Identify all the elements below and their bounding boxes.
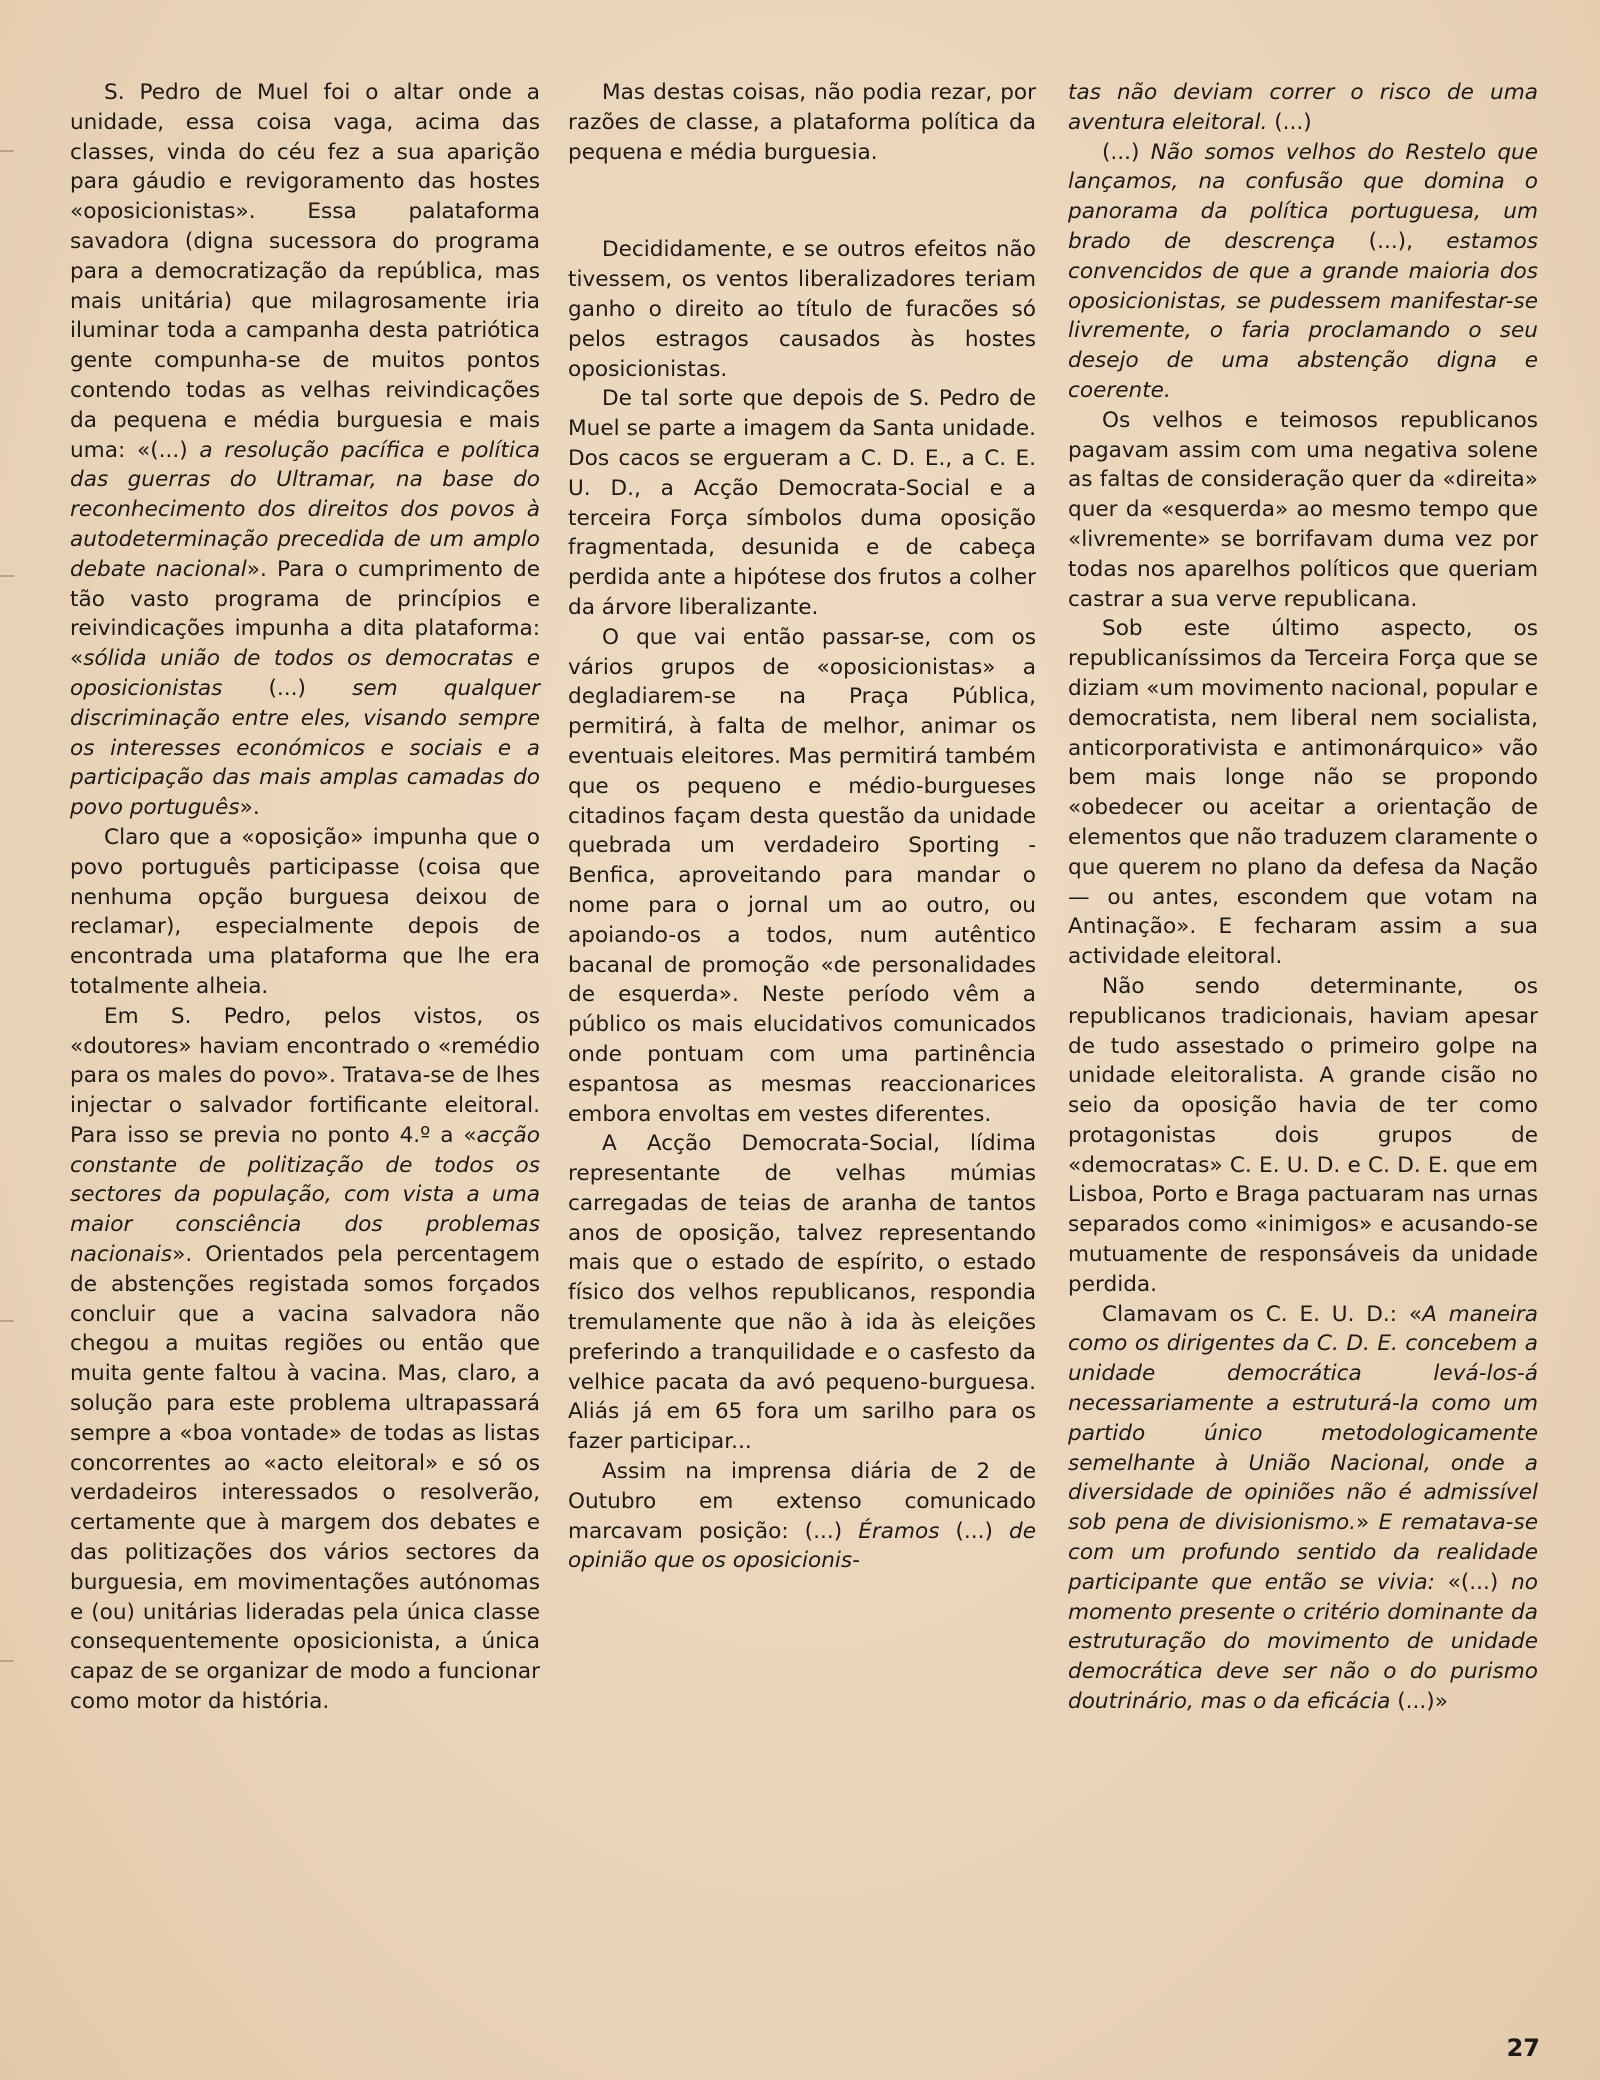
paragraph: Decididamente, e se outros efeitos não tivessem, os ventos liberalizadores teriam ganho o direito ao título de furacões só pelos estragos causados às hostes oposicionistas.	[568, 237, 1036, 382]
binding-mark	[0, 575, 14, 577]
paragraph: Assim na imprensa diária de 2 de Outubro em extenso comunicado marcavam posição: (...) Éramos (...) de opinião que os oposicionis-	[568, 1459, 1036, 1574]
paragraph: Mas destas coisas, não podia rezar, por razões de classe, a plataforma política da pequena e média burguesia.	[568, 80, 1036, 165]
text-column-3	[1068, 78, 1538, 1717]
paragraph: Claro que a «oposição» impunha que o povo português participasse (coisa que nenhuma opção burguesa deixou de reclamar), especialmente depois de encontrada uma plataforma que lhe era totalmente alheia.	[70, 824, 540, 999]
text-column-1	[70, 78, 540, 1717]
paragraph: Não sendo determinante, os republicanos tradicionais, haviam apesar de tudo assestado o primeiro golpe na unidade eleitoralista. A grande cisão no seio da oposição havia de ter como protagonistas dois grupos de «democratas» C. E. U. D. e C. D. E. que em Lisboa, Porto e Braga pactuaram nas urnas separados como «inimigos» e acusando-se mutuamente de responsáveis da unidade perdida.	[1068, 973, 1538, 1297]
column-2-intro	[568, 78, 1036, 167]
binding-mark	[0, 1660, 14, 1662]
column-2-body	[568, 235, 1036, 1576]
text-column-2	[568, 78, 1036, 1576]
paragraph: (...) Não somos velhos do Restelo que lançamos, na confusão que domina o panorama da política portuguesa, um brado de descrença (...), estamos convencidos de que a grande maioria dos oposicionistas, se pudessem manifestar-se livremente, o faria proclamando o seu desejo de uma abstenção digna e coerente.	[1068, 139, 1539, 403]
binding-mark	[0, 1320, 14, 1322]
paragraph: A Acção Democrata-Social, lídima representante de velhas múmias carregadas de teias de aranha de tantos anos de oposição, talvez representando mais que o estado de espírito, o estado físico dos velhos republicanos, respondia tremulamente que não à ida às eleições preferindo a tranquilidade e o casfesto da velhice pacata da avó pequeno-burguesa. Aliás já em 65 fora um sarilho para os fazer participar...	[568, 1131, 1036, 1455]
paragraph: S. Pedro de Muel foi o altar onde a unidade, essa coisa vaga, acima das classes, vinda do céu fez a sua aparição para gáudio e revigoramento das hostes «oposicionistas». Essa palataforma savadora (digna sucessora do programa para a democratização da república, mas mais unitária) que milagrosamente iria iluminar toda a campanha desta patriótica gente compunha-se de muitos pontos contendo todas as velhas reivindicações da pequena e média burguesia e mais uma: «(...) a resolução pacífica e política das guerras do Ultramar, na base do reconhecimento dos direitos dos povos à autodeterminação precedida de um amplo debate nacional». Para o cumprimento de tão vasto programa de princípios e reivindicações impunha a dita plataforma: «sólida união de todos os democratas e oposicionistas (...) sem qualquer discriminação entre eles, visando sempre os interesses económicos e sociais e a participação das mais amplas camadas do povo português».	[70, 80, 540, 821]
paragraph: Sob este último aspecto, os republicaníssimos da Terceira Força que se diziam «um movimento nacional, popular e democratista, nem liberal nem socialista, anticorporativista e antimonárquico» vão bem mais longe não se propondo «obedecer ou aceitar a orientação de elementos que não traduzem claramente o que querem no plano da defesa da Nação — ou antes, escondem que votam na Antinação». E fecharam assim a sua actividade eleitoral.	[1068, 616, 1538, 970]
paragraph: De tal sorte que depois de S. Pedro de Muel se parte a imagem da Santa unidade. Dos cacos se ergueram a C. D. E., a C. E. U. D., a Acção Democrata-Social e a terceira Força símbolos duma oposição fragmentada, desunida e de cabeça perdida ante a hipótese dos frutos a colher da árvore liberalizante.	[568, 386, 1036, 620]
binding-mark	[0, 150, 14, 152]
paragraph: Clamavam os C. E. U. D.: «A maneira como os dirigentes da C. D. E. concebem a unidade democrática levá-los-á necessariamente a estruturá-la como um partido único metodologicamente semelhante à União Nacional, onde a diversidade de opiniões não é admissível sob pena de divisionismo.» E rematava-se com um profundo sentido da realidade participante que então se vivia: «(...) no momento presente o critério dominante da estruturação do movimento de unidade democrática deve ser não o do purismo doutrinário, mas o da eficácia (...)»	[1068, 1301, 1539, 1715]
paragraph: Em S. Pedro, pelos vistos, os «doutores» haviam encontrado o «remédio para os males do povo». Tratava-se de lhes injectar o salvador fortificante eleitoral. Para isso se previa no ponto 4.º a «acção constante de politização de todos os sectores da população, com vista a uma maior consciência dos problemas nacionais». Orientados pela percentagem de abstenções registada somos forçados concluir que a vacina salvadora não chegou a muitas regiões ou então que muita gente faltou à vacina. Mas, claro, a solução para este problema ultrapassará sempre a «boa vontade» de todas as listas concorrentes ao «acto eleitoral» e só os verdadeiros interessados o resolverão, certamente que à margem dos debates e das politizações dos vários sectores da burguesia, em movimentações autónomas e (ou) unitárias lideradas pela única classe consequentemente oposicionista, a única capaz de se organizar de modo a funcionar como motor da história.	[70, 1003, 540, 1715]
paragraph: Os velhos e teimosos republicanos pagavam assim com uma negativa solene as faltas de consideração quer da «direita» quer da «esquerda» ao mesmo tempo que «livremente» se borrifavam duma vez por todas nos aparelhos políticos que queriam castrar a sua verve republicana.	[1068, 407, 1538, 612]
paragraph: tas não deviam correr o risco de uma aventura eleitoral. (...)	[1068, 80, 1538, 135]
page-number: 27	[1506, 2034, 1540, 2062]
paragraph: O que vai então passar-se, com os vários grupos de «oposicionistas» a degladiarem-se na Praça Pública, permitirá, à falta de melhor, animar os eventuais eleitores. Mas permitirá também que os pequeno e médio-burgueses citadinos façam desta questão da unidade quebrada um verdadeiro Sporting - Benfica, aproveitando para mandar o nome para o jornal um ao outro, ou apoiando-os a todos, num autêntico bacanal de promoção «de personalidades de esquerda». Neste período vêm a público os mais elucidativos comunicados onde pontuam com uma partinência espantosa as mesmas reaccionarices embora envoltas em vestes diferentes.	[568, 624, 1036, 1127]
